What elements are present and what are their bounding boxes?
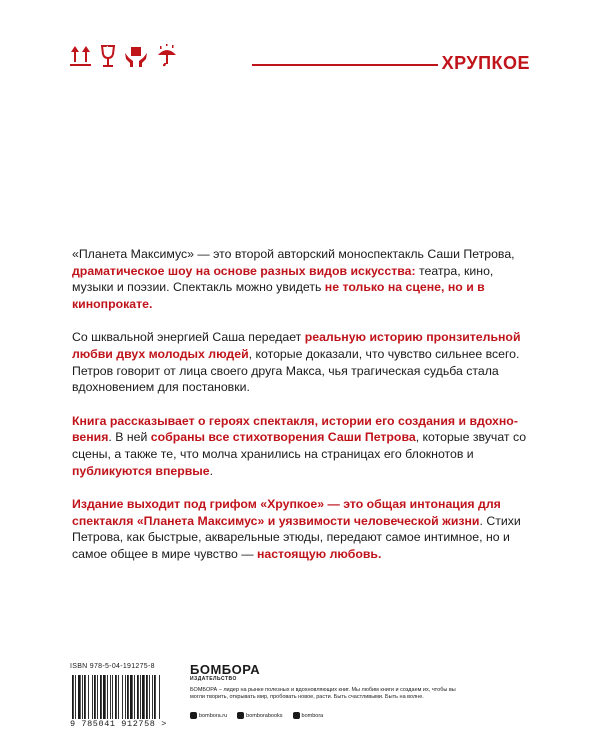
p1-text-c: театра, кино, музыки и поэзии. Спектакль можно увидеть: [72, 263, 494, 295]
footer: [70, 663, 540, 738]
p3-highlight-c: собраны все стихотворения Саши Петрова: [150, 430, 416, 445]
publisher-logo-sub: ИЗДАТЕЛЬСТВО: [190, 676, 237, 682]
barcode-bar: [125, 675, 126, 719]
p1-text-a: «Планета Максимус» — это второй авторский моноспектакль Саши Петрова,: [72, 247, 515, 261]
annotation-text: [72, 246, 528, 580]
p2-text-a: Со шквальной энергией Саша передает: [72, 330, 305, 345]
barcode-bar: [88, 675, 89, 719]
paragraph-1: [72, 246, 528, 312]
barcode-bar: [115, 675, 117, 719]
isbn-label: ISBN 978-5-04-191275-8: [70, 663, 155, 670]
this-way-up-icon: [70, 44, 92, 68]
barcode-bar: [112, 675, 113, 719]
barcode: [70, 675, 180, 719]
p3-highlight-a: Книга рассказывает о героях спектакля, истории его создания и вдохновения: [72, 413, 518, 445]
barcode-bar: [122, 675, 123, 719]
social-site[interactable]: [190, 712, 227, 719]
p1-highlight-b: драматическое шоу на основе разных видов искусства:: [72, 263, 416, 278]
barcode-bar: [137, 675, 139, 719]
publisher-socials: [190, 712, 323, 719]
barcode-bar: [78, 675, 81, 719]
barcode-bar: [82, 675, 83, 719]
instagram-icon: [237, 712, 244, 719]
paragraph-2: [72, 329, 528, 395]
social-site-label: bombora.ru: [199, 712, 228, 719]
barcode-bar: [127, 675, 129, 719]
barcode-bar: [100, 675, 102, 719]
p2-highlight-b: реальную историю пронзительной любви двух молодых людей: [72, 330, 521, 361]
keep-dry-umbrella-icon: [155, 44, 179, 68]
publisher-logo-name: БОМБОРА: [190, 662, 261, 677]
handle-with-care-icon: [124, 44, 148, 68]
fragile-glass-icon: [99, 44, 117, 68]
social-vk-label: bombora: [301, 712, 324, 719]
p1-highlight-d: не только на сцене, но и в кинопрокате.: [72, 280, 485, 311]
barcode-bar: [103, 675, 106, 719]
barcode-bar: [107, 675, 108, 719]
publisher-logo: [190, 663, 260, 682]
barcode-bar: [134, 675, 135, 719]
social-instagram[interactable]: [237, 712, 282, 719]
header-divider: [252, 64, 438, 66]
barcode-bar: [94, 675, 96, 719]
vk-icon: [293, 712, 300, 719]
p3-text-b: . В ней: [108, 430, 151, 445]
p4-highlight-c: настоящую любовь.: [256, 546, 382, 561]
barcode-bar: [149, 675, 150, 719]
paragraph-4: [72, 496, 528, 562]
p4-highlight-a: Издание выходит под грифом «Хрупкое» — это общая интонация для спектакля «Планета Максимус» и уязвимости человеческой жизни: [72, 497, 501, 528]
p4-text-b: . Стихи Петрова, как быстрые, акварельные этюды, передают самое интимное, но и самое общее в мире чувство —: [72, 513, 521, 561]
p3-text-f: .: [209, 463, 214, 478]
social-vk[interactable]: [293, 712, 324, 719]
header: [70, 44, 530, 84]
barcode-bar: [72, 675, 74, 719]
p2-text-c: , которые доказали, что чувство сильнее всего. Петров говорит от лица своего друга Макса, чья трагическая судьба стала вдохновением для постановки.: [72, 346, 520, 395]
p3-text-d: , которые звучат со сцены, а также те, что молча хранились на страницах его блокнотов и: [72, 430, 527, 461]
barcode-bar: [75, 675, 76, 719]
barcode-bar: [152, 675, 153, 719]
p3-highlight-e: публикуются впервые: [72, 463, 210, 478]
barcode-bar: [118, 675, 119, 719]
barcode-bar: [110, 675, 111, 719]
barcode-bar: [84, 675, 86, 719]
barcode-bar: [140, 675, 141, 719]
handling-symbols: [70, 44, 179, 68]
barcode-number: 9 785041 912758 >: [70, 719, 167, 729]
mail-icon: [190, 712, 197, 719]
barcode-bar: [142, 675, 145, 719]
barcode-bar: [154, 675, 156, 719]
barcode-bar: [130, 675, 133, 719]
fragile-brand-title: ХРУПКОЕ: [441, 53, 530, 73]
social-instagram-label: bomborabooks: [246, 712, 283, 719]
barcode-bar: [146, 675, 148, 719]
publisher-description: БОМБОРА – лидер на рынке полезных и вдохновляющих книг. Мы любим книги и создаем их, чтобы вы могли творить, открывать мир, пробовать новое, расти. Быть счастливыми. Быть на волне.: [190, 687, 456, 701]
paragraph-3: [72, 413, 528, 479]
barcode-bar: [97, 675, 98, 719]
barcode-bar: [159, 675, 160, 719]
barcode-bar: [92, 675, 93, 719]
